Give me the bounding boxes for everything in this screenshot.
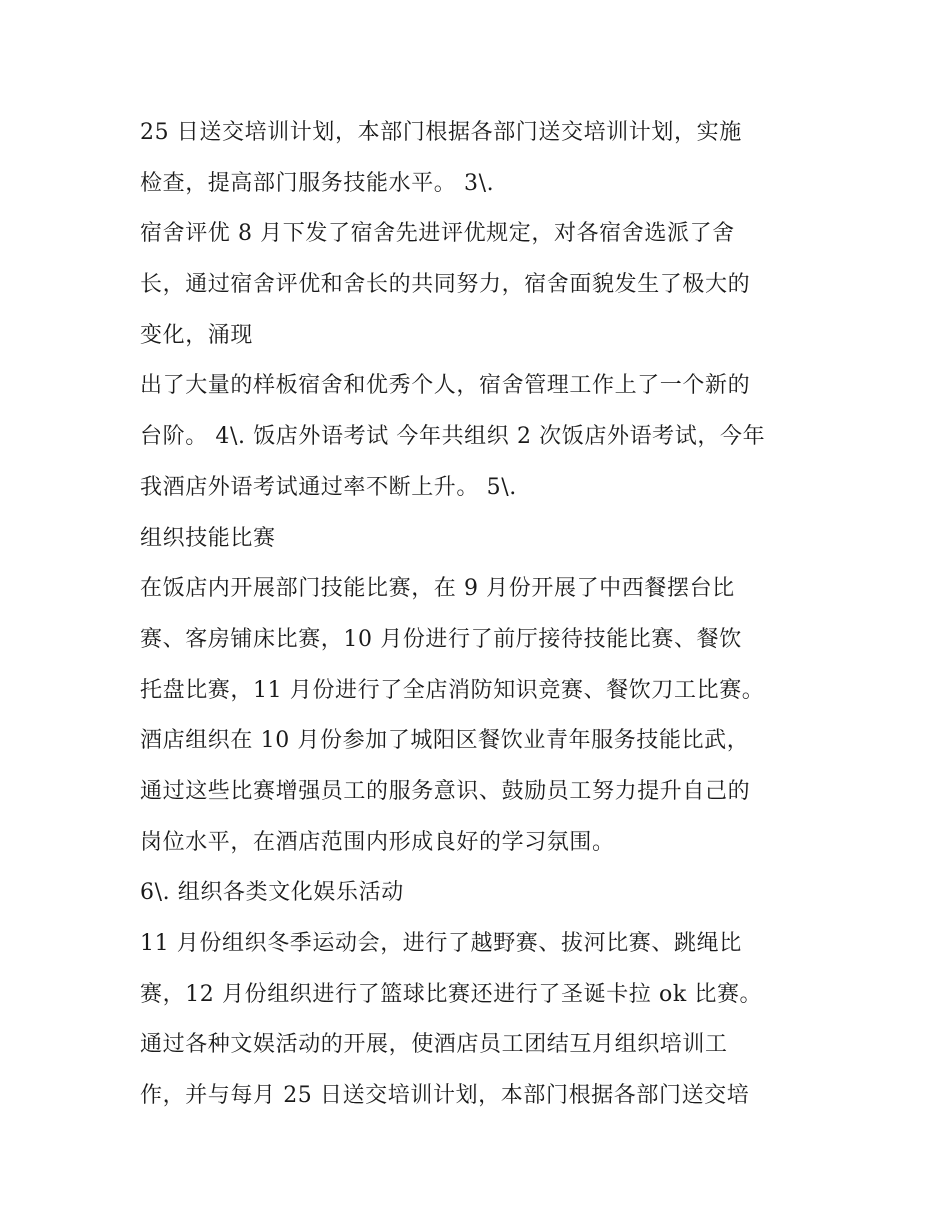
text-line: 赛，12 月份组织进行了篮球比赛还进行了圣诞卡拉 ok 比赛。 xyxy=(140,981,763,1007)
section-heading: 组织技能比赛 xyxy=(140,525,276,551)
text-line: 变化，涌现 xyxy=(140,322,254,348)
text-line: 我酒店外语考试通过率不断上升。 5\. xyxy=(140,474,517,500)
text-line: 岗位水平，在酒店范围内形成良好的学习氛围。 xyxy=(140,829,615,855)
text-line: 检查，提高部门服务技能水平。 3\. xyxy=(140,170,495,196)
text-line: 酒店组织在 10 月份参加了城阳区餐饮业青年服务技能比武， xyxy=(140,728,750,754)
text-line: 通过这些比赛增强员工的服务意识、鼓励员工努力提升自己的 xyxy=(140,778,751,804)
text-line: 通过各种文娱活动的开展，使酒店员工团结互月组织培训工 xyxy=(140,1032,728,1058)
text-line: 11 月份组织冬季运动会，进行了越野赛、拔河比赛、跳绳比 xyxy=(140,931,742,956)
text-line: 25 日送交培训计划，本部门根据各部门送交培训计划，实施 xyxy=(140,120,742,145)
text-line: 台阶。 4\. 饭店外语考试 今年共组织 2 次饭店外语考试，今年 xyxy=(140,424,766,450)
text-line: 出了大量的样板宿舍和优秀个人，宿舍管理工作上了一个新的 xyxy=(140,373,751,399)
document-body xyxy=(140,108,830,1122)
text-line: 宿舍评优 8 月下发了宿舍先进评优规定，对各宿舍选派了舍 xyxy=(140,221,735,247)
text-line: 托盘比赛，11 月份进行了全店消防知识竞赛、餐饮刀工比赛。 xyxy=(140,677,765,703)
text-line: 长，通过宿舍评优和舍长的共同努力，宿舍面貌发生了极大的 xyxy=(140,272,751,298)
text-line: 赛、客房铺床比赛，10 月份进行了前厅接待技能比赛、餐饮 xyxy=(140,626,742,652)
text-line: 作，并与每月 25 日送交培训计划，本部门根据各部门送交培 xyxy=(140,1083,750,1109)
text-line: 在饭店内开展部门技能比赛，在 9 月份开展了中西餐摆台比 xyxy=(140,576,735,602)
section-heading: 6\. 组织各类文化娱乐活动 xyxy=(140,880,404,906)
